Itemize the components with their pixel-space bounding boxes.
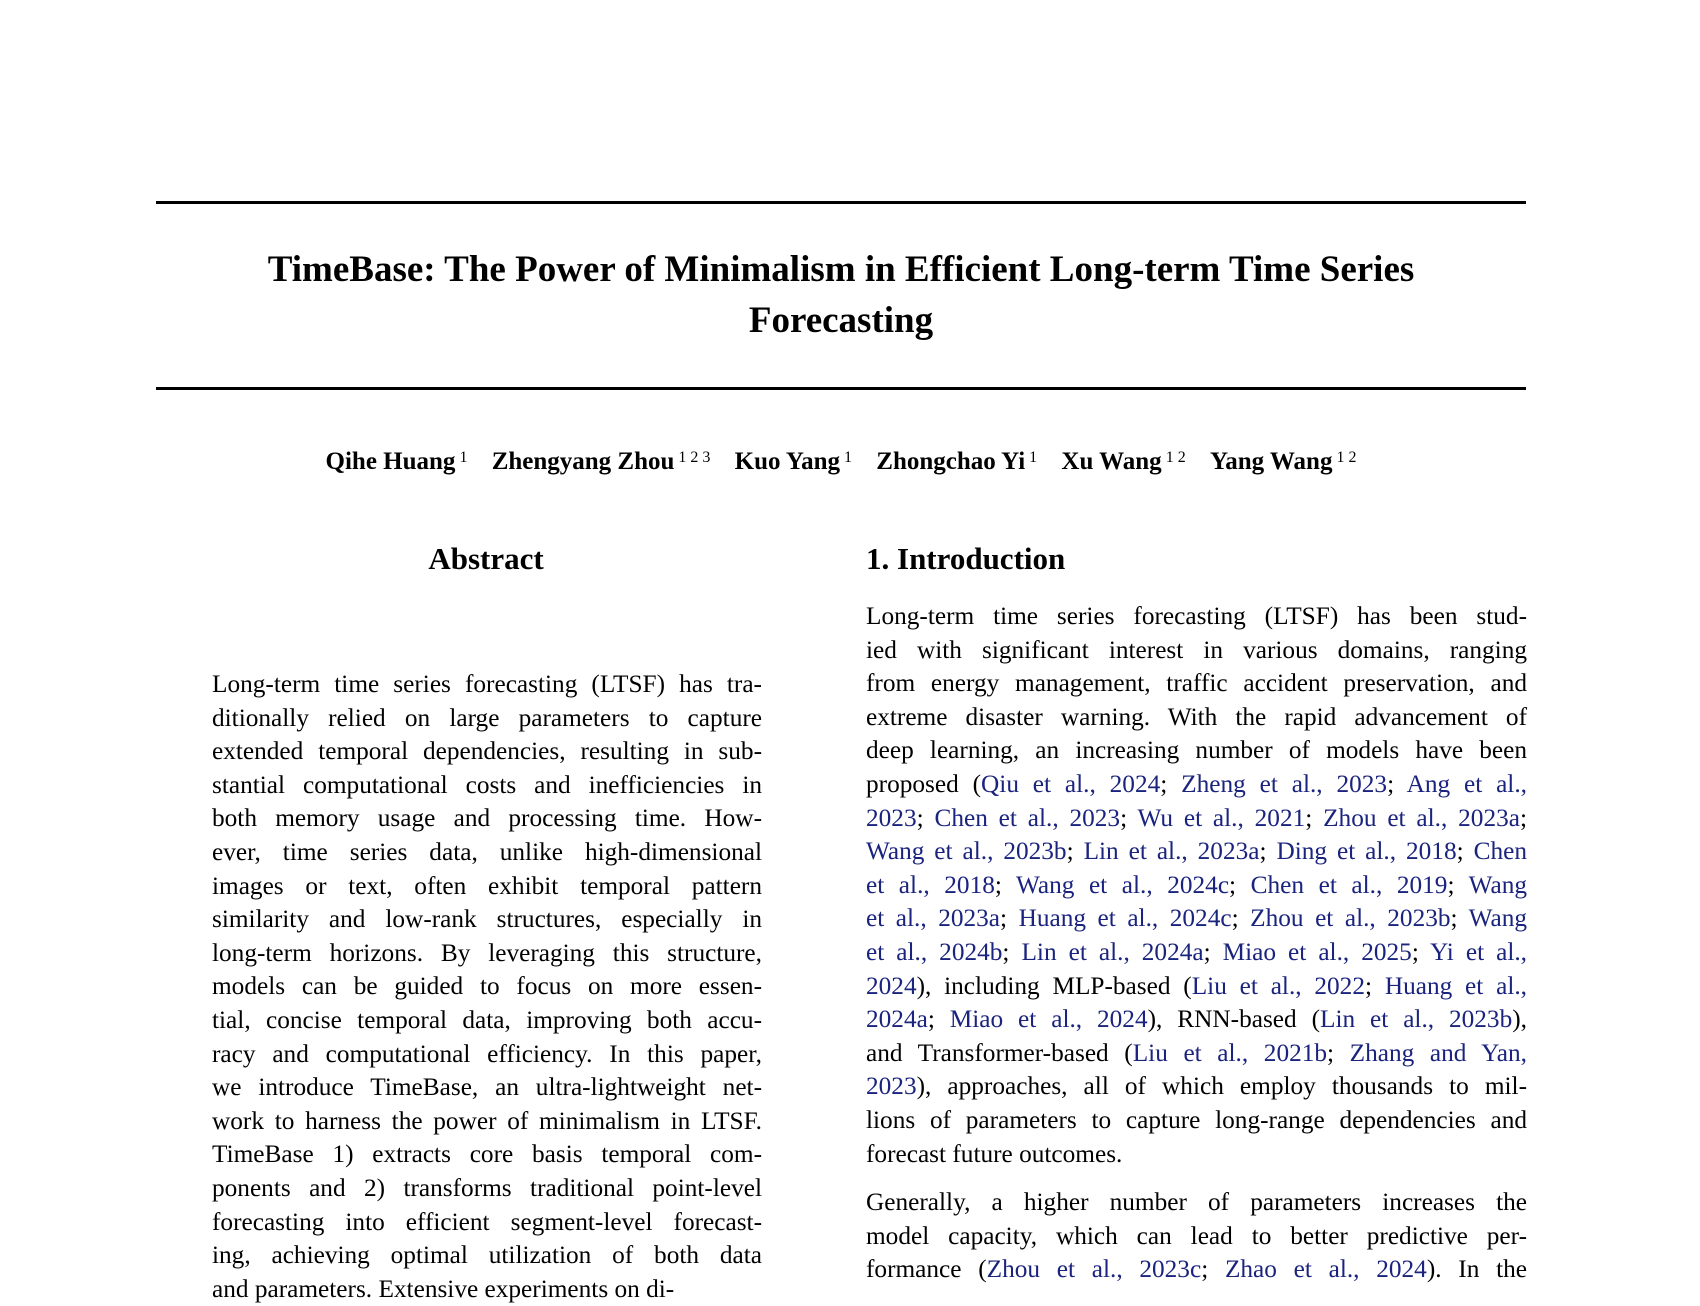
text-segment: ; bbox=[1201, 1255, 1225, 1284]
author-affiliation: 1 bbox=[459, 449, 468, 466]
citation-link[interactable]: Wang et al., 2023b bbox=[866, 837, 1067, 866]
author-name: Yang Wang bbox=[1209, 448, 1333, 475]
author-name: Kuo Yang bbox=[734, 448, 841, 475]
citation-link[interactable]: Wu et al., 2021 bbox=[1137, 803, 1306, 832]
author-name: Zhengyang Zhou bbox=[491, 448, 675, 475]
citation-link[interactable]: Wang bbox=[1468, 904, 1528, 933]
paragraph-gap bbox=[866, 1171, 1527, 1186]
abstract-line: stantial computational costs and inefficiencies in bbox=[212, 770, 762, 799]
author-name: Zhongchao Yi bbox=[876, 448, 1026, 475]
title-line: TimeBase: The Power of Minimalism in Efficient Long-term Time Series bbox=[267, 249, 1415, 290]
text-segment: extreme disaster warning. With the rapid advancement of bbox=[866, 702, 1527, 731]
citation-link[interactable]: Huang et al., 2024c bbox=[1018, 904, 1232, 933]
text-segment: ). In the bbox=[1426, 1255, 1527, 1284]
text-segment: and Transformer-based ( bbox=[866, 1038, 1133, 1067]
citation-link[interactable]: Huang et al., bbox=[1384, 971, 1527, 1000]
text-segment: lions of parameters to capture long-range dependencies and bbox=[866, 1105, 1527, 1134]
author-affiliation: 1 2 bbox=[1336, 449, 1357, 466]
text-segment: ), RNN-based ( bbox=[1147, 1005, 1321, 1034]
abstract-body bbox=[212, 668, 762, 1306]
introduction-line bbox=[866, 1003, 1527, 1037]
introduction-line bbox=[866, 1186, 1527, 1220]
abstract-heading: Abstract bbox=[428, 541, 544, 576]
text-segment: ; bbox=[1364, 971, 1385, 1000]
introduction-body bbox=[866, 600, 1527, 1287]
text-segment: ; bbox=[1519, 803, 1527, 832]
text-segment: ; bbox=[994, 870, 1017, 899]
abstract-line: work to harness the power of minimalism in LTSF. bbox=[212, 1106, 762, 1135]
introduction-line bbox=[866, 734, 1527, 768]
citation-link[interactable]: Lin et al., 2023a bbox=[1083, 837, 1260, 866]
introduction-line bbox=[866, 835, 1527, 869]
text-segment: Generally, a higher number of parameters increases the bbox=[866, 1188, 1527, 1217]
text-segment: ; bbox=[1259, 837, 1277, 866]
text-segment: ; bbox=[1411, 937, 1430, 966]
citation-link[interactable]: Ang et al., bbox=[1406, 769, 1527, 798]
introduction-heading: 1. Introduction bbox=[866, 541, 1066, 576]
citation-link[interactable]: Liu et al., 2022 bbox=[1191, 971, 1365, 1000]
text-segment: proposed ( bbox=[866, 769, 982, 798]
text-segment: ; bbox=[927, 1005, 950, 1034]
text-segment: ; bbox=[1305, 803, 1324, 832]
abstract-line: racy and computational efficiency. In this paper, bbox=[212, 1039, 762, 1068]
text-segment: model capacity, which can lead to better predictive per- bbox=[866, 1221, 1527, 1250]
author bbox=[326, 445, 468, 479]
text-segment: ; bbox=[1447, 870, 1469, 899]
abstract-line: ever, time series data, unlike high-dimensional bbox=[212, 837, 762, 866]
text-segment: ; bbox=[1456, 837, 1474, 866]
text-segment: ; bbox=[916, 803, 935, 832]
text-segment: ; bbox=[1231, 904, 1251, 933]
abstract-line: TimeBase 1) extracts core basis temporal com- bbox=[212, 1140, 762, 1169]
author bbox=[876, 445, 1037, 479]
abstract-line: ing, achieving optimal utilization of both data bbox=[212, 1241, 762, 1270]
author-affiliation: 1 2 bbox=[1165, 449, 1186, 466]
introduction-line bbox=[866, 902, 1527, 936]
text-segment: deep learning, an increasing number of models have been bbox=[866, 736, 1527, 765]
introduction-paragraph-1 bbox=[866, 600, 1527, 1171]
introduction-line bbox=[866, 600, 1527, 634]
citation-link[interactable]: Lin et al., 2024a bbox=[1021, 937, 1204, 966]
introduction-line bbox=[866, 1104, 1527, 1138]
text-segment: ; bbox=[1002, 937, 1022, 966]
citation-link[interactable]: 2024 bbox=[866, 971, 917, 1000]
citation-link[interactable]: Chen et al., 2023 bbox=[934, 803, 1121, 832]
citation-link[interactable]: Zhou et al., 2023a bbox=[1323, 803, 1520, 832]
abstract-line: ponents and 2) transforms traditional point-level bbox=[212, 1173, 762, 1202]
title-line: Forecasting bbox=[748, 300, 934, 341]
text-segment: ; bbox=[1450, 904, 1469, 933]
text-segment: forecast future outcomes. bbox=[866, 1139, 1123, 1168]
introduction-line bbox=[866, 869, 1527, 903]
text-segment: ), including MLP-based ( bbox=[916, 971, 1192, 1000]
text-segment: ; bbox=[1387, 769, 1407, 798]
citation-link[interactable]: Wang bbox=[1468, 870, 1527, 899]
introduction-paragraph-2 bbox=[866, 1186, 1527, 1287]
author-affiliation: 1 bbox=[844, 449, 853, 466]
introduction-line bbox=[866, 936, 1527, 970]
introduction-line bbox=[866, 1138, 1527, 1172]
text-segment: ; bbox=[1203, 937, 1223, 966]
citation-link[interactable]: Chen bbox=[1473, 837, 1527, 866]
citation-link[interactable]: Ding et al., 2018 bbox=[1276, 837, 1457, 866]
author bbox=[735, 445, 852, 479]
introduction-line bbox=[866, 970, 1527, 1004]
abstract-line: long-term horizons. By leveraging this structure, bbox=[212, 938, 762, 967]
text-segment: ), approaches, all of which employ thousands to mil- bbox=[916, 1072, 1527, 1101]
abstract-line: forecasting into efficient segment-level forecast- bbox=[212, 1207, 762, 1236]
text-segment: ; bbox=[1327, 1038, 1350, 1067]
citation-link[interactable]: et al., 2023a bbox=[866, 904, 1001, 933]
text-segment: ; bbox=[1229, 870, 1251, 899]
citation-link[interactable]: et al., 2018 bbox=[866, 870, 995, 899]
introduction-line bbox=[866, 667, 1527, 701]
text-segment: ; bbox=[1120, 803, 1138, 832]
text-segment: from energy management, traffic accident preservation, and bbox=[866, 669, 1527, 698]
abstract-line: images or text, often exhibit temporal pattern bbox=[212, 871, 762, 900]
abstract-line: models can be guided to focus on more essen- bbox=[212, 972, 762, 1001]
author-affiliation: 1 bbox=[1029, 449, 1038, 466]
citation-link[interactable]: Liu et al., 2021b bbox=[1132, 1038, 1328, 1067]
author bbox=[1061, 445, 1185, 479]
introduction-line bbox=[866, 1253, 1527, 1287]
author-affiliation: 1 2 3 bbox=[678, 449, 711, 466]
citation-link[interactable]: Qiu et al., 2024 bbox=[981, 769, 1161, 798]
text-segment: formance ( bbox=[866, 1255, 987, 1284]
introduction-line bbox=[866, 802, 1527, 836]
introduction-line bbox=[866, 634, 1527, 668]
citation-link[interactable]: Chen et al., 2019 bbox=[1250, 870, 1448, 899]
citation-link[interactable]: 2023 bbox=[866, 1072, 917, 1101]
introduction-line bbox=[866, 1037, 1527, 1071]
citation-link[interactable]: Zhang and Yan, bbox=[1349, 1038, 1527, 1067]
citation-link[interactable]: Lin et al., 2023b bbox=[1320, 1005, 1513, 1034]
text-segment: ; bbox=[1160, 769, 1182, 798]
citation-link[interactable]: Miao et al., 2024 bbox=[949, 1005, 1148, 1034]
citation-link[interactable]: Zhou et al., 2023c bbox=[986, 1255, 1202, 1284]
citation-link[interactable]: Zhao et al., 2024 bbox=[1224, 1255, 1427, 1284]
author-name: Xu Wang bbox=[1061, 448, 1162, 475]
text-segment: ), bbox=[1512, 1005, 1527, 1034]
author-name: Qihe Huang bbox=[325, 448, 456, 475]
citation-link[interactable]: 2024a bbox=[866, 1005, 928, 1034]
abstract-line: tial, concise temporal data, improving both accu- bbox=[212, 1005, 762, 1034]
text-segment: ; bbox=[1000, 904, 1019, 933]
citation-link[interactable]: Miao et al., 2025 bbox=[1222, 937, 1412, 966]
abstract-line: ditionally relied on large parameters to capture bbox=[212, 703, 762, 732]
title-bottom-rule bbox=[156, 387, 1526, 390]
text-segment: Long-term time series forecasting (LTSF) has been stud- bbox=[866, 602, 1527, 630]
citation-link[interactable]: Zheng et al., 2023 bbox=[1181, 769, 1388, 798]
author bbox=[492, 445, 711, 479]
text-segment: ; bbox=[1066, 837, 1084, 866]
abstract-line: extended temporal dependencies, resulting in sub- bbox=[212, 737, 762, 766]
abstract-line: we introduce TimeBase, an ultra-lightweight net- bbox=[212, 1073, 762, 1102]
introduction-line bbox=[866, 701, 1527, 735]
author bbox=[1210, 445, 1357, 479]
citation-link[interactable]: Yi et al., bbox=[1429, 937, 1528, 966]
abstract-line: Long-term time series forecasting (LTSF) has tra- bbox=[212, 670, 762, 698]
text-segment: ied with significant interest in various domains, ranging bbox=[866, 635, 1527, 664]
introduction-line bbox=[866, 1070, 1527, 1104]
citation-link[interactable]: 2023 bbox=[866, 803, 917, 832]
citation-link[interactable]: Wang et al., 2024c bbox=[1016, 870, 1230, 899]
abstract-line: both memory usage and processing time. How- bbox=[212, 804, 762, 833]
paper-title bbox=[156, 244, 1526, 346]
introduction-line bbox=[866, 1220, 1527, 1254]
abstract-line: similarity and low-rank structures, especially in bbox=[212, 905, 762, 934]
title-top-rule bbox=[156, 201, 1526, 204]
author-list bbox=[156, 445, 1526, 479]
citation-link[interactable]: et al., 2024b bbox=[866, 937, 1003, 966]
citation-link[interactable]: Zhou et al., 2023b bbox=[1250, 904, 1451, 933]
abstract-line: and parameters. Extensive experiments on di- bbox=[212, 1274, 675, 1303]
introduction-line bbox=[866, 768, 1527, 802]
